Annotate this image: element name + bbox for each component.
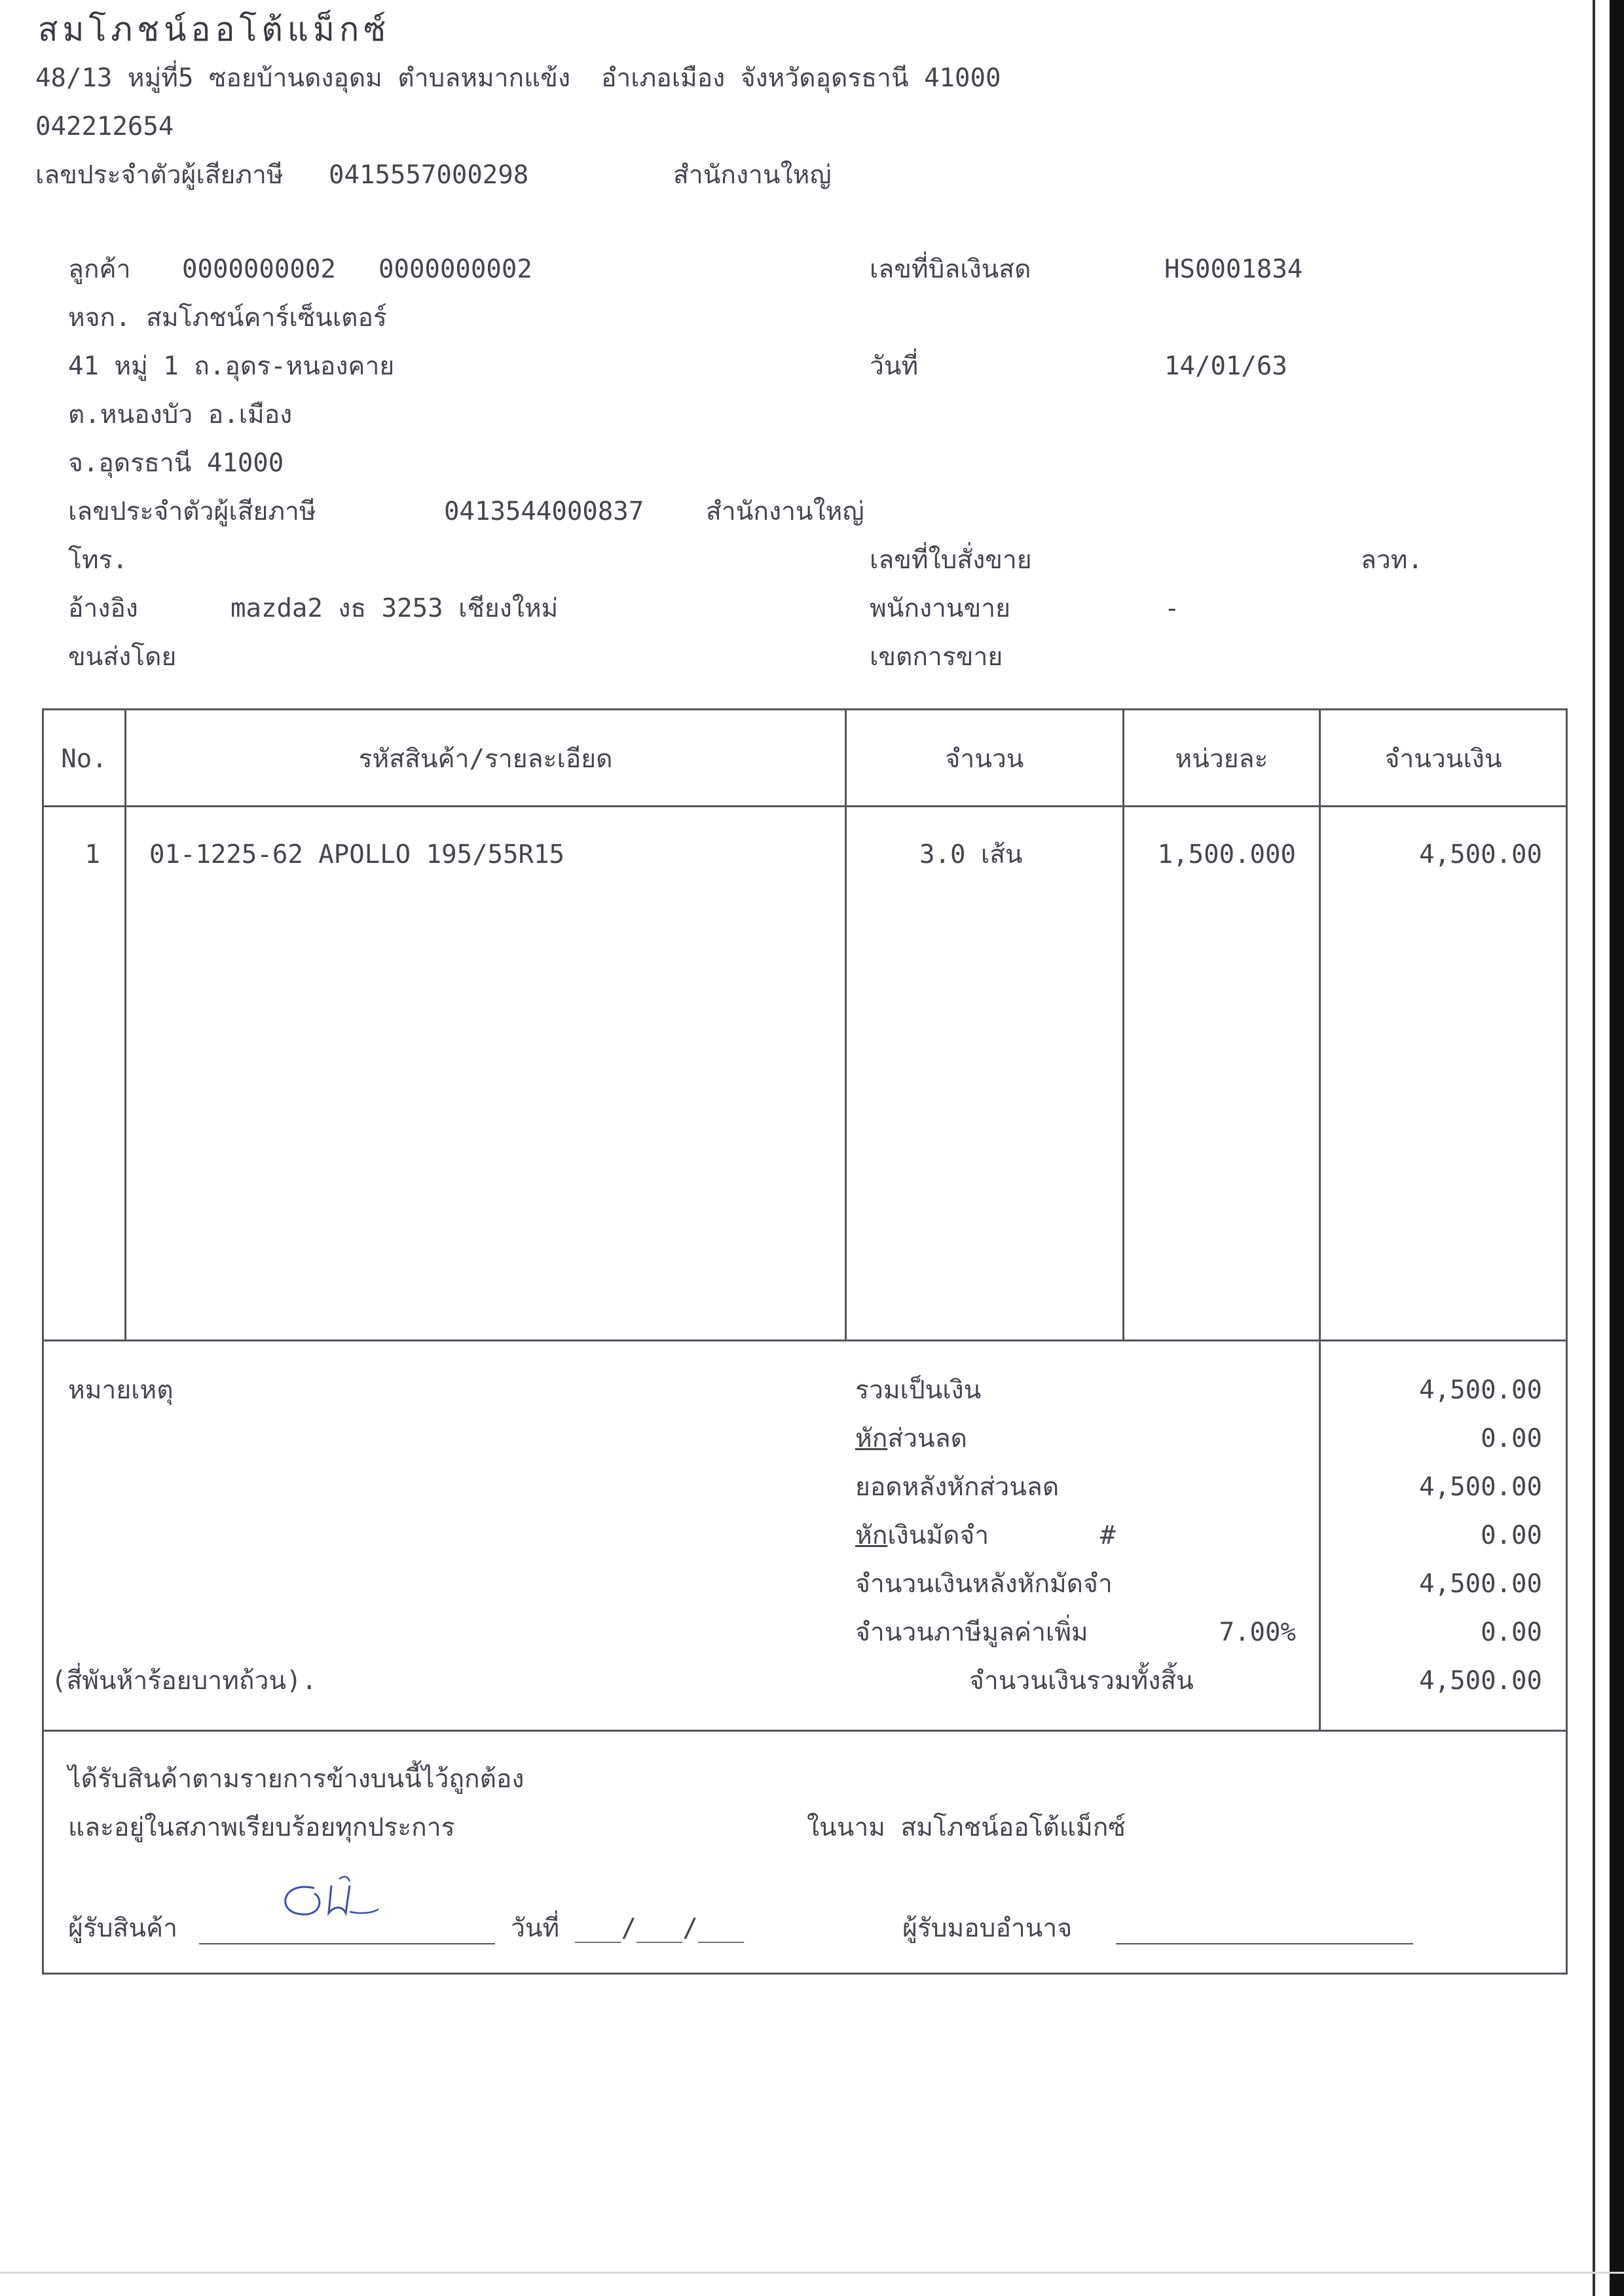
authorized-signature-line xyxy=(1116,1943,1413,1944)
company-phone: 042212654 xyxy=(35,112,174,141)
row-qty: 3.0 เส้น xyxy=(919,840,1023,869)
customer-branch: สำนักงานใหญ่ xyxy=(706,497,864,526)
bill-no-label: เลขที่บิลเงินสด xyxy=(870,255,1031,284)
summary-label-deposit-rest: เงินมัดจำ xyxy=(887,1521,989,1550)
receiver-label: ผู้รับสินค้า xyxy=(68,1914,178,1943)
row-description: 01-1225-62 APOLLO 195/55R15 xyxy=(149,840,564,869)
summary-label-deposit-prefix: หัก xyxy=(855,1521,888,1550)
summary-value-grand-total: 4,500.00 xyxy=(1419,1666,1542,1696)
customer-label: ลูกค้า xyxy=(68,255,131,284)
header-description: รหัสสินค้า/รายละเอียด xyxy=(358,744,613,774)
customer-tax-id: 0413544000837 xyxy=(444,497,644,526)
company-tax-label: เลขประจำตัวผู้เสียภาษี xyxy=(35,160,284,190)
company-branch: สำนักงานใหญ่ xyxy=(673,160,832,190)
row-no: 1 xyxy=(84,840,100,869)
customer-address-3: จ.อุดรธานี 41000 xyxy=(68,448,284,478)
reference-label: อ้างอิง xyxy=(68,594,138,623)
col-divider-1 xyxy=(124,708,126,1341)
bill-date: 14/01/63 xyxy=(1164,352,1287,381)
summary-deposit-number-sign: # xyxy=(1100,1521,1116,1550)
receive-date-blank: ___/___/___ xyxy=(575,1914,745,1943)
customer-code-1: 0000000002 xyxy=(182,255,336,284)
scan-edge-bottom xyxy=(0,2272,1624,2274)
col-divider-2 xyxy=(845,708,847,1341)
customer-phone-label: โทร. xyxy=(68,545,128,575)
company-name: สมโภชน์ออโต้แม็กซ์ xyxy=(38,10,391,48)
received-line-2: และอยู่ในสภาพเรียบร้อยทุกประการ xyxy=(68,1813,455,1842)
header-no: No. xyxy=(61,744,107,774)
sales-area-label: เขตการขาย xyxy=(870,642,1003,672)
receiver-signature-line xyxy=(199,1943,495,1944)
received-line-1: ได้รับสินค้าตามรายการข้างบนนี้ไว้ถูกต้อง xyxy=(68,1764,525,1794)
summary-label-after-discount: ยอดหลังหักส่วนลด xyxy=(855,1472,1060,1502)
amount-in-words: (สี่พันห้าร้อยบาทถ้วน). xyxy=(51,1666,317,1696)
customer-address-2: ต.หนองบัว อ.เมือง xyxy=(68,400,293,429)
customer-tax-label: เลขประจำตัวผู้เสียภาษี xyxy=(68,497,316,526)
bill-date-label: วันที่ xyxy=(870,352,919,381)
sales-order-suffix: ลวท. xyxy=(1361,545,1423,575)
summary-label-discount-prefix: หัก xyxy=(855,1424,888,1453)
row-amount: 4,500.00 xyxy=(1419,840,1542,869)
remark-label: หมายเหตุ xyxy=(68,1376,174,1405)
header-amount: จำนวนเงิน xyxy=(1384,744,1502,774)
scan-edge-right xyxy=(1583,0,1624,2296)
summary-label-grand-total: จำนวนเงินรวมทั้งสิ้น xyxy=(969,1666,1194,1696)
summary-value-deposit: 0.00 xyxy=(1481,1521,1542,1550)
customer-code-2: 0000000002 xyxy=(378,255,532,284)
summary-footer-separator xyxy=(42,1730,1568,1732)
summary-value-discount: 0.00 xyxy=(1481,1424,1542,1453)
sales-order-label: เลขที่ใบสั่งขาย xyxy=(870,545,1032,575)
shipping-label: ขนส่งโดย xyxy=(68,642,177,672)
authorized-label: ผู้รับมอบอำนาจ xyxy=(902,1914,1073,1943)
body-summary-separator xyxy=(42,1339,1568,1341)
summary-label-total: รวมเป็นเงิน xyxy=(855,1376,982,1405)
summary-value-after-discount: 4,500.00 xyxy=(1419,1472,1542,1502)
header-unit-price: หน่วยละ xyxy=(1175,744,1268,774)
receiver-signature xyxy=(268,1874,399,1939)
summary-label-after-deposit: จำนวนเงินหลังหักมัดจำ xyxy=(855,1569,1113,1599)
summary-value-vat: 0.00 xyxy=(1481,1618,1542,1647)
header-qty: จำนวน xyxy=(945,744,1024,774)
customer-name: หจก. สมโภชน์คาร์เซ็นเตอร์ xyxy=(68,303,387,333)
col-divider-3 xyxy=(1122,708,1124,1341)
salesperson-value: - xyxy=(1164,594,1180,623)
company-tax-id: 0415557000298 xyxy=(329,160,529,190)
salesperson-label: พนักงานขาย xyxy=(870,594,1010,623)
table-top-border xyxy=(42,708,1568,710)
summary-value-after-deposit: 4,500.00 xyxy=(1419,1569,1542,1599)
receive-date-label: วันที่ xyxy=(511,1914,560,1943)
reference-value: mazda2 งธ 3253 เชียงใหม่ xyxy=(231,594,559,623)
table-bottom-border xyxy=(42,1973,1568,1975)
table-right-border xyxy=(1566,708,1568,1975)
on-behalf-of: ในนาม สมโภชน์ออโต้แม็กซ์ xyxy=(807,1813,1126,1842)
summary-value-total: 4,500.00 xyxy=(1419,1376,1542,1405)
summary-vat-rate: 7.00% xyxy=(1219,1618,1296,1647)
summary-label-discount xyxy=(855,1426,967,1451)
table-left-border xyxy=(42,708,44,1975)
summary-label-vat: จำนวนภาษีมูลค่าเพิ่ม xyxy=(855,1618,1088,1647)
row-unit-price: 1,500.000 xyxy=(1157,840,1296,869)
summary-label-discount-rest: ส่วนลด xyxy=(887,1424,967,1453)
customer-address-1: 41 หมู่ 1 ถ.อุดร-หนองคาย xyxy=(68,352,395,381)
summary-label-deposit xyxy=(855,1523,989,1548)
bill-no: HS0001834 xyxy=(1164,255,1303,284)
header-separator xyxy=(42,805,1568,807)
company-address: 48/13 หมู่ที่5 ซอยบ้านดงอุดม ตำบลหมากแข้ง อำเภอเมือง จังหวัดอุดรธานี 41000 xyxy=(35,64,1001,93)
